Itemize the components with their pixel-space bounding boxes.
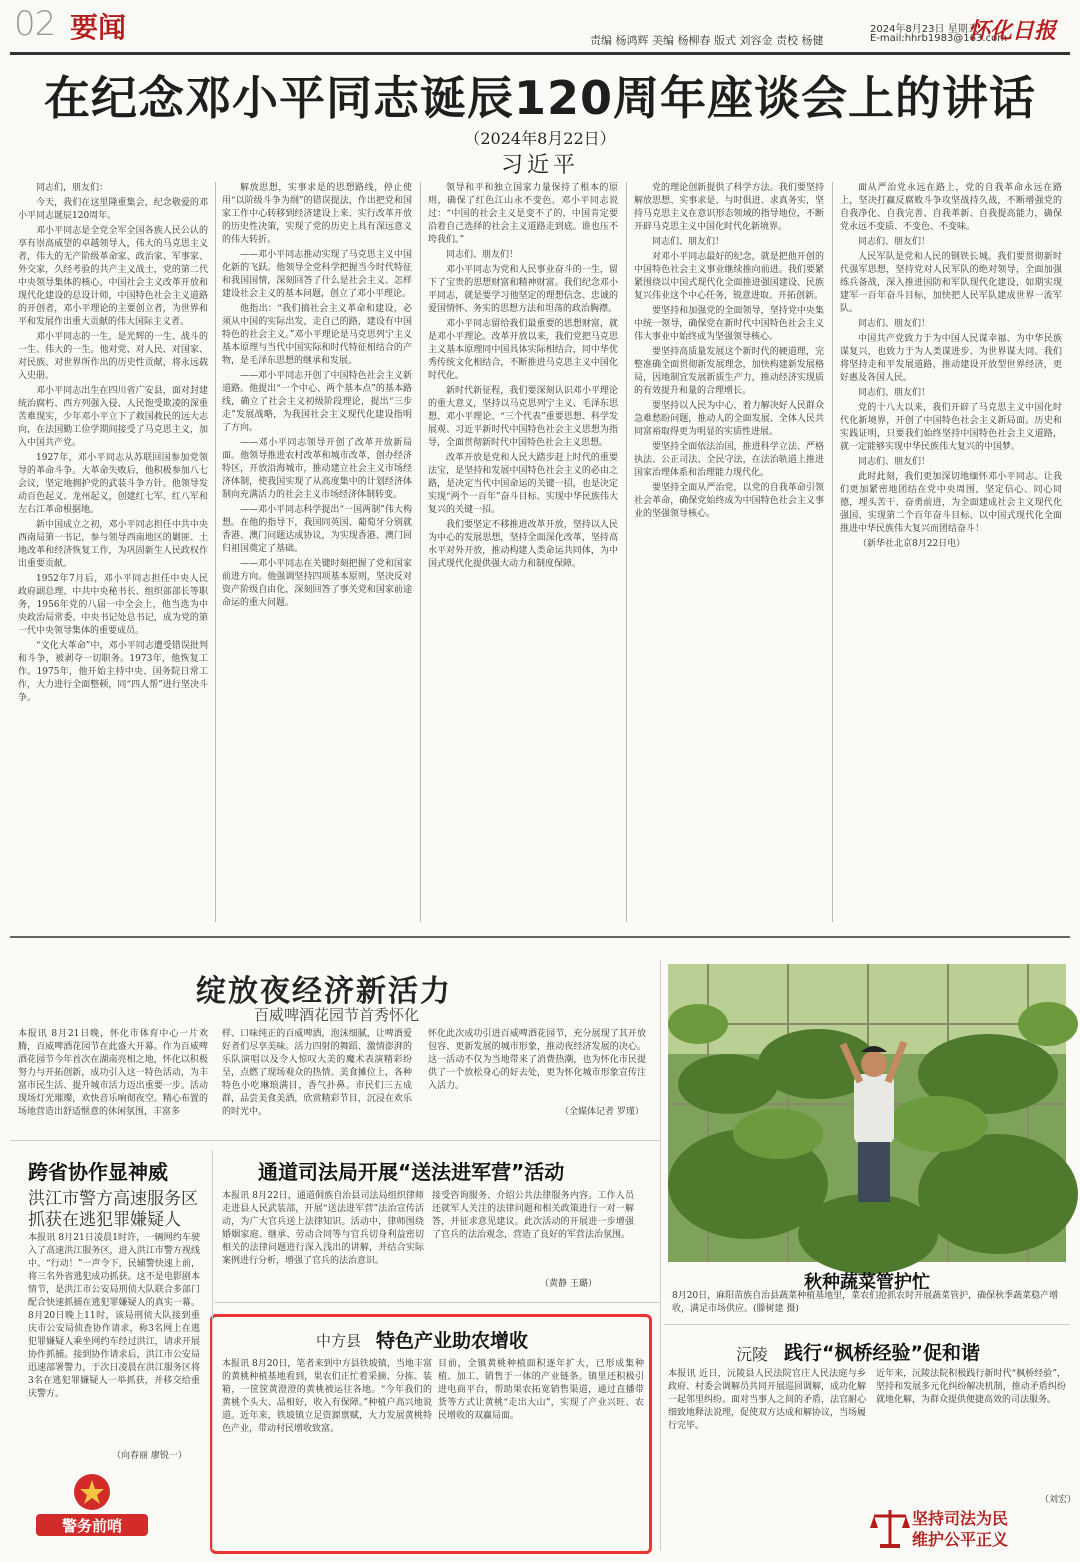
- speech-paragraph: ——邓小平同志推动实现了马克思主义中国化新的飞跃。他领导全党科学把握当今时代特征和我国国情，深刻回答了什么是社会主义、怎样建设社会主义的基本问题，创立了邓小平理论。: [222, 250, 412, 299]
- story3-credit: （黄静 王璐）: [540, 1279, 597, 1289]
- speech-paragraph: 要坚持高质量发展这个新时代的硬道理，完整准确全面贯彻新发展理念，加快构建新发展格局，因地制宜发展新质生产力，推动经济实现质的有效提升和量的合理增长。: [634, 347, 824, 396]
- police-badge-icon: [32, 1470, 152, 1538]
- story3-headline: 通道司法局开展“送法进军营”活动: [258, 1160, 565, 1184]
- speech-paragraph: 邓小平同志的一生，是光辉的一生、战斗的一生、伟大的一生。他对党、对人民、对国家、对民族、对世界所作出的历史性贡献，将永远载入史册。: [18, 332, 208, 381]
- speech-paragraph: 他指出：“我们搞社会主义革命和建设，必须从中国的实际出发，走自己的路，建设有中国特色的社会主义。”邓小平理论是马克思列宁主义基本原理与当代中国实际和时代特征相结合的产物，是毛泽东思想的继承和发展。: [222, 304, 412, 366]
- speech-paragraph: 我们要坚定不移推进改革开放，坚持以人民为中心的发展思想，坚持全面深化改革，坚持高水平对外开放，推动构建人类命运共同体，为中国式现代化提供强大动力和制度保障。: [428, 520, 618, 569]
- story5-column: 近年来，沅陵法院积极践行新时代“枫桥经验”，坚持和发展多元化纠纷解决机制，推动矛盾纠纷就地化解，为群众提供便捷高效的司法服务。: [876, 1369, 1066, 1405]
- story3-column: 本报讯 8月22日，通道侗族自治县司法局组织律师走进县人民武装部，开展“送法进军营”法治宣传活动，为广大官兵送上法律知识。活动中，律师围绕婚姻家庭、继承、劳动合同等与官兵切身利益密切相关的法律问题进行深入浅出的讲解，并结合实际案例进行分析，增强了官兵的法治意识。: [222, 1191, 424, 1266]
- photo-caption: 8月20日，麻阳苗族自治县蔬菜种植基地里，菜农们抢抓农时开展蔬菜管护，确保秋季蔬菜稳产增收，满足市场供应。(滕树建 摄): [672, 1291, 1059, 1314]
- column-divider: [832, 182, 833, 922]
- story2-credit: （向春丽 廖锐一）: [112, 1451, 187, 1461]
- speech-paragraph: 要坚持全面从严治党，以党的自我革命引领社会革命，确保党始终成为中国特色社会主义事业的坚强领导核心。: [634, 483, 824, 519]
- justice-badge-line1: 坚持司法为民: [912, 1509, 1009, 1528]
- speech-paragraph: ——邓小平同志领导开创了改革开放新局面。他领导推进农村改革和城市改革，创办经济特区，开放沿海城市，推动建立社会主义市场经济体制，使我国实现了从高度集中的计划经济体制向充满活力的社会主义市场经济体制转变。: [222, 438, 412, 500]
- editor-credits: 责编 杨鸿辉 美编 杨柳春 版式 刘容金 责校 杨健: [590, 34, 824, 47]
- speech-paragraph: 面从严治党永远在路上，党的自我革命永远在路上，坚决打赢反腐败斗争攻坚战持久战，不断增强党的自我净化、自我完善、自我革新、自我提高能力，确保党永远不变质、不变色、不变味。: [840, 183, 1062, 232]
- speech-paragraph: 同志们、朋友们！: [446, 250, 519, 260]
- police-column-badge: [32, 1470, 152, 1538]
- speech-column-3: [428, 182, 618, 922]
- speech-paragraph: 党的理论创新提供了科学方法。我们要坚持解放思想、实事求是、与时俱进、求真务实，坚持马克思主义在意识形态领域的指导地位，不断开辟马克思主义中国化时代化新境界。: [634, 183, 824, 232]
- farm-photo-illustration: [668, 964, 1066, 1262]
- story1-headline: 绽放夜经济新活力: [196, 974, 452, 1009]
- story-divider: [664, 1324, 1070, 1325]
- main-headline: 在纪念邓小平同志诞辰120周年座谈会上的讲话: [43, 71, 1037, 125]
- column-divider: [660, 960, 661, 1550]
- speech-column-1: [18, 182, 208, 922]
- speech-paragraph: 同志们、朋友们！: [858, 319, 931, 329]
- story5-credit: （刘宏）: [1040, 1495, 1077, 1505]
- speech-paragraph: 邓小平同志留给我们最重要的思想财富，就是邓小平理论。改革开放以来，我们党把马克思主义基本原理同中国具体实际相结合，同中华优秀传统文化相结合，不断推进马克思主义中国化时代化。: [428, 319, 618, 381]
- justice-badge-line2: 维护公平正义: [912, 1530, 1009, 1549]
- speech-paragraph: 要坚持以人民为中心，着力解决好人民群众急难愁盼问题，推动人的全面发展、全体人民共同富裕取得更为明显的实质性进展。: [634, 401, 824, 437]
- speech-paragraph: 党的十八大以来，我们开辟了马克思主义中国化时代化新境界，开创了中国特色社会主义新局面。历史和实践证明，只要我们始终坚持中国特色社会主义道路，就一定能够实现中华民族伟大复兴的中国梦。: [840, 403, 1062, 452]
- speech-paragraph: 邓小平同志出生在四川省广安县，面对封建统治腐朽、西方列强入侵、人民饱受欺凌的深重苦难现实，少年邓小平立下了救国救民的远大志向，在法国勤工俭学期间接受了马克思主义，加入中国共产党。: [18, 386, 208, 448]
- story5-headline: 践行“枫桥经验”促和谐: [784, 1342, 980, 1364]
- column-divider: [212, 1150, 213, 1550]
- story1-column: 样、口味纯正的百威啤酒，泡沫细腻，让啤酒爱好者们尽享美味。活力四射的舞蹈、激情澎湃的乐队演唱以及令人惊叹大美的魔术表演精彩纷呈，点燃了现场观众的热情。美食摊位上，各种特色小吃琳琅满目，香气扑鼻。市民们三五成群，品尝美食美酒，欣赏精彩节目，沉浸在欢乐的时光中。: [222, 1029, 412, 1117]
- police-badge-label: 警务前哨: [61, 1517, 123, 1535]
- speech-paragraph: 邓小平同志是全党全军全国各族人民公认的享有崇高威望的卓越领导人，伟大的马克思主义者，伟大的无产阶级革命家、政治家、军事家、外交家，久经考验的共产主义战士，党的第二代中央领导集体的核心，中国社会主义改革开放和现代化建设的总设计师，中国特色社会主义道路的开创者，邓小平理论的主要创立者，为世界和平和发展作出重大贡献的伟大国际主义者。: [18, 226, 208, 327]
- story2-subheadline: 抓获在逃犯罪嫌疑人: [28, 1210, 181, 1230]
- column-divider: [420, 182, 421, 922]
- speech-paragraph: 同志们、朋友们！: [858, 388, 931, 398]
- main-date: （2024年8月22日）: [464, 129, 616, 148]
- speech-paragraph: 1927年，邓小平同志从苏联回国参加党领导的革命斗争。大革命失败后，他积极参加八七会议，坚定地拥护党的武装斗争方针。他领导发动百色起义、龙州起义，创建红七军、红八军和左右江革命根据地。: [18, 453, 208, 515]
- story4-headline: 特色产业助农增收: [376, 1330, 529, 1352]
- story-divider: [10, 1140, 660, 1141]
- section-title: 要闻: [70, 11, 127, 44]
- speech-paragraph: ——邓小平同志科学提出“一国两制”伟大构想。在他的指导下，我国同英国、葡萄牙分别就香港、澳门问题达成协议，为实现香港、澳门回归祖国奠定了基础。: [222, 505, 412, 554]
- speech-paragraph: 中国共产党致力于为中国人民谋幸福、为中华民族谋复兴，也致力于为人类谋进步、为世界谋大同。我们将坚持走和平发展道路，推动建设开放型世界经济，更好惠及各国人民。: [840, 334, 1062, 383]
- story2-body: 本报讯 8月21日凌晨1时许，一辆网约车驶入了高速洪江服务区，进入洪江市警方视线中。“行动！”一声令下，民辅警快速上前，将三名外省逃犯成功抓获。这不是电影剧本情节，是洪江市公安局刑侦大队联合多部门配合快速抓捕在逃犯罪嫌疑人的真实一幕。8月20日晚上11时，该局刑侦大队接到重庆市公安局侦查协作请求，称3名网上在逃犯罪嫌疑人乘坐网约车经过洪江，请求开展协作抓捕。接到协作请求后，洪江市公安局迅速部署警力，于次日凌晨在洪江服务区将3名在逃犯罪嫌疑人一举抓获，并移交给重庆警方。: [28, 1233, 200, 1399]
- speech-column-4: [634, 182, 824, 922]
- speech-paragraph: 解放思想，实事求是的思想路线，停止使用“以阶级斗争为纲”的错误提法，作出把党和国家工作中心转移到经济建设上来、实行改革开放的历史性决策，实现了党的历史上具有深远意义的伟大转折。: [222, 183, 412, 245]
- page-number: 02: [14, 4, 56, 44]
- story-divider: [214, 1302, 660, 1303]
- speech-paragraph: 同志们，朋友们：: [36, 183, 109, 193]
- speech-paragraph: 同志们、朋友们！: [858, 457, 931, 467]
- speech-paragraph: 领导和平和独立国家力量保持了根本的原则，确保了红色江山永不变色。邓小平同志说过：“中国的社会主义是变不了的，中国肯定要沿着自己选择的社会主义道路走到底。谁也压不垮我们。”: [428, 183, 618, 245]
- story1-column: 怀化此次成功引进百威啤酒花园节，充分展现了其开放包容、更新发展的城市形象，推动夜经济发展的决心。这一活动不仅为当地带来了消费热潮，也为怀化市民提供了一个放松身心的好去处，更为怀化城市形象宣传注入活力。: [428, 1029, 646, 1091]
- speech-paragraph: “文化大革命”中，邓小平同志遭受错误批判和斗争，被剥夺一切职务。1973年，他恢复工作。1975年，他开始主持中央、国务院日常工作，大力进行全面整顿，同“四人帮”进行坚决斗争。: [18, 641, 208, 703]
- speech-paragraph: 改革开放是党和人民大踏步赶上时代的重要法宝，是坚持和发展中国特色社会主义的必由之路，是决定当代中国命运的关键一招，也是决定实现“两个一百年”奋斗目标、实现中华民族伟大复兴的关键一招。: [428, 453, 618, 515]
- issue-date: 2024年8月23日 星期五: [870, 24, 978, 35]
- speech-paragraph: 人民军队是党和人民的钢铁长城。我们要贯彻新时代强军思想，坚持党对人民军队的绝对领导，全面加强练兵备战，深入推进国防和军队现代化建设，如期实现建军一百年奋斗目标，加快把人民军队建成世界一流军队。: [840, 252, 1062, 314]
- speech-paragraph: ——邓小平同志在关键时刻把握了党和国家前进方向。他强调坚持四项基本原则，坚决反对资产阶级自由化，深刻回答了事关党和国家前途命运的重大问题。: [222, 559, 412, 608]
- column-divider: [215, 182, 216, 922]
- main-author: 习近平: [500, 153, 579, 178]
- story1-subheadline: 百威啤酒花园节首秀怀化: [254, 1006, 420, 1024]
- speech-paragraph: ——邓小平同志开创了中国特色社会主义新道路。他提出“一个中心、两个基本点”的基本路线，确立了社会主义初级阶段理论，提出“三步走”发展战略，为我国社会主义现代化建设指明了方向。: [222, 371, 412, 433]
- speech-paragraph: 同志们、朋友们！: [858, 237, 931, 247]
- speech-paragraph: 同志们、朋友们！: [652, 237, 725, 247]
- speech-column-2: [222, 182, 412, 922]
- speech-paragraph: 邓小平同志为党和人民事业奋斗的一生，留下了宝贵的思想财富和精神财富。我们纪念邓小平同志，就是要学习他坚定的理想信念、忠诚的爱国情怀、务实的思想方法和坦荡的政治胸襟。: [428, 265, 618, 314]
- speech-paragraph: 要坚持全面依法治国，推进科学立法、严格执法、公正司法、全民守法，在法治轨道上推进国家治理体系和治理能力现代化。: [634, 442, 824, 478]
- story5-column: 本报讯 近日，沅陵县人民法院官庄人民法庭与乡政府、村委会调解员共同开展巡回调解，成功化解一起邻里纠纷。面对当事人之间的矛盾，法官耐心细致地释法说理，促使双方达成和解协议，当场履行完毕。: [668, 1369, 867, 1431]
- news-photo: [668, 964, 1066, 1262]
- speech-paragraph: 新时代新征程，我们要深刻认识邓小平理论的重大意义，坚持以马克思列宁主义、毛泽东思想、邓小平理论、“三个代表”重要思想、科学发展观、习近平新时代中国特色社会主义思想为指导，全面贯彻新时代中国特色社会主义思想。: [428, 386, 618, 448]
- speech-paragraph: （新华社北京8月22日电）: [858, 539, 966, 549]
- header-rule: [10, 52, 1070, 55]
- contact-email: E-mail:hhrb1983@163.com: [870, 33, 1007, 44]
- speech-paragraph: 要坚持和加强党的全面领导，坚持党中央集中统一领导，确保党在新时代中国特色社会主义伟大事业中始终成为坚强领导核心。: [634, 306, 824, 342]
- story4-column: 目前，全镇黄桃种植面积逐年扩大，已形成集种植、加工、销售于一体的产业链条。镇里还积极引进电商平台，帮助果农拓宽销售渠道，通过直播带货等方式让黄桃“走出大山”，实现了产业兴旺、农民增收的双赢局面。: [438, 1359, 644, 1421]
- speech-paragraph: 对邓小平同志最好的纪念，就是把他开创的中国特色社会主义事业继续推向前进。我们要紧紧围绕以中国式现代化全面推进强国建设、民族复兴伟业这个中心任务，锐意进取、开拓创新。: [634, 252, 824, 301]
- story4-column: 本报讯 8月20日，笔者来到中方县铁坡镇，当地丰富的黄桃种植基地看到，果农们正忙着采摘、分拣、装箱，一筐筐黄澄澄的黄桃被运往各地。“今年我们的黄桃个头大、品相好，收入有保障。”种植户高兴地说道。近年来，铁坡镇立足资源禀赋，大力发展黄桃特色产业，带动村民增收致富。: [222, 1359, 432, 1434]
- story4-kicker: 中方县: [316, 1332, 362, 1350]
- column-divider: [626, 182, 627, 922]
- speech-paragraph: 此时此刻，我们更加深切地缅怀邓小平同志。让我们更加紧密地团结在党中央周围，坚定信心、同心同德，埋头苦干、奋勇前进，为全面建成社会主义现代化强国、实现第二个百年奋斗目标、以中国式现代化全面推进中华民族伟大复兴而团结奋斗！: [840, 472, 1062, 534]
- story1-credit: （全媒体记者 罗瑾）: [560, 1107, 644, 1117]
- story5-kicker: 沅陵: [736, 1345, 769, 1364]
- speech-column-5: [840, 182, 1062, 922]
- story2-subheadline: 洪江市警方高速服务区: [28, 1189, 198, 1209]
- story2-headline: 跨省协作显神威: [28, 1160, 168, 1184]
- photo-caption-title: 秋种蔬菜管护忙: [804, 1272, 930, 1293]
- newspaper-logo: 怀化日报: [968, 18, 1057, 44]
- section-rule: [10, 936, 1070, 938]
- speech-paragraph: 今天，我们在这里隆重集会，纪念敬爱的邓小平同志诞辰120周年。: [18, 198, 208, 221]
- story1-column: 本报讯 8月21日晚，怀化市体育中心一片欢腾，百威啤酒花园节在此盛大开幕。作为百威啤酒花园节今年首次在湖南亮相之地，怀化以积极努力与开拓创新，成功引入这一特色活动，为丰富市民生活、提升城市活力迈出重要一步。活动现场灯光璀璨，欢快音乐响彻夜空。精心布置的场地营造出舒适惬意的休闲氛围，丰富多: [18, 1029, 208, 1117]
- speech-paragraph: 1952年7月后，邓小平同志担任中央人民政府副总理、中共中央秘书长、组织部部长等职务，1956年党的八届一中全会上，他当选为中央政治局常委、中央书记处总书记，成为党的第一代中央领导集体的重要成员。: [18, 574, 208, 636]
- speech-paragraph: 新中国成立之初，邓小平同志担任中共中央西南局第一书记，参与领导西南地区的剿匪、土地改革和经济恢复工作，为巩固新生人民政权作出重要贡献。: [18, 520, 208, 569]
- story3-column: 接受咨询服务、介绍公共法律服务内容。工作人员还就军人关注的法律问题和相关政策进行一对一解答，并征求意见建议。此次活动的开展进一步增强了官兵的法治观念，营造了良好的军营法治氛围。: [432, 1191, 634, 1240]
